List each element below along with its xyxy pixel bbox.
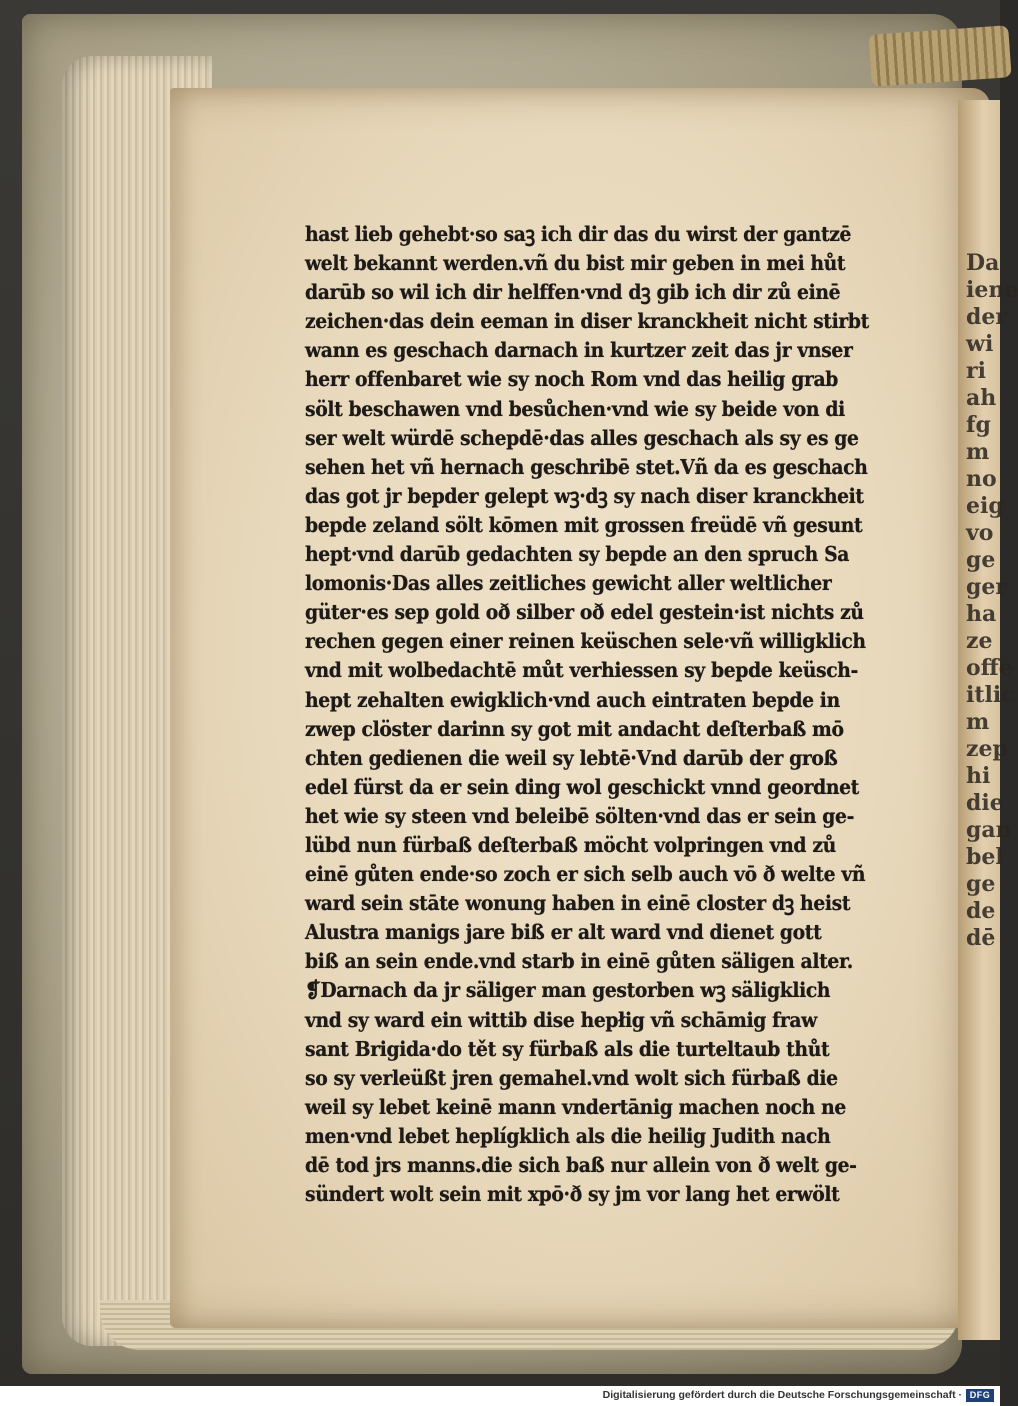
text-line: ser welt würdē schepdē·das alles geschach als sy es ge <box>305 425 859 450</box>
text-line: vnd mit wolbedachtē můt verhiessen sy bepde keüsch- <box>305 658 858 683</box>
binding-tab <box>868 25 1011 87</box>
text-line: das got jr bepder gelept wꝫ·dꝫ sy nach diser kranckheit <box>305 483 864 508</box>
facing-page-fragment: bel <box>966 844 1004 870</box>
facing-page-fragment: zep <box>966 736 1008 762</box>
text-line: sündert wolt sein mit xpō·ð sy jm vor lang het erwölt <box>305 1182 840 1207</box>
facing-page-fragment: fg <box>966 412 991 438</box>
text-line: zeichen·das dein eeman in diser kranckheit nicht stirbt <box>305 309 869 334</box>
text-line: sölt beschawen vnd besůchen·vnd wie sy beide von di <box>305 396 845 421</box>
footer-bar <box>0 1386 1000 1406</box>
text-line: rechen gegen einer reinen keüschen sele·vñ willigklich <box>305 629 866 654</box>
text-line: hast lieb gehebt·so saꝫ ich dir das du wirst der gantzē <box>305 222 852 246</box>
text-line: bepde zeland sölt kōmen mit grossen freüdē vñ gesunt <box>305 512 863 537</box>
text-line: hept·vnd darūb gedachten sy bepde an den spruch Sa <box>305 542 850 567</box>
facing-page-fragment: ge <box>966 871 996 897</box>
text-line: welt bekannt werden.vñ du bist mir geben in mei hůt <box>305 251 846 276</box>
text-line: edel fürst da er sein ding wol geschickt vnnd geordnet <box>305 774 859 799</box>
facing-page-fragment: no <box>966 466 997 492</box>
facing-page-fragment: Da <box>966 250 1000 276</box>
text-line: darūb so wil ich dir helffen·vnd dꝫ gib ich dir zů einē <box>305 280 841 305</box>
text-line: dē tod jrs manns.die sich baß nur allein von ð welt ge- <box>305 1153 857 1177</box>
text-line: chten gedienen die weil sy lebtē·Vnd darūb der groß <box>305 745 838 770</box>
text-line: herr offenbaret wie sy noch Rom vnd das heilig grab <box>305 367 839 392</box>
text-line: ward sein stāte wonung haben in einē closter dꝫ heist <box>305 891 851 916</box>
facing-page-fragment: m <box>966 709 990 735</box>
text-line: Alustra manigs jare biß er alt ward vnd dienet gott <box>305 920 822 945</box>
facing-page-fragment: ha <box>966 601 997 627</box>
text-line: biß an sein ende.vnd starb in einē gůten säligen alter. <box>305 949 853 974</box>
dfg-logo: DFG <box>966 1389 994 1402</box>
text-line: het wie sy steen vnd beleibē sölten·vnd das er sein ge- <box>305 803 855 828</box>
facing-page-fragment: ah <box>966 385 997 411</box>
text-line: ❡Darnach da jr säliger man gestorben wꝫ säligklich <box>305 978 831 1003</box>
facing-page-fragment: iene <box>966 277 1018 303</box>
text-line: lomonis·Das alles zeitliches gewicht aller weltlicher <box>305 571 832 596</box>
text-line: sant Brigida·do tět sy fürbaß als die turteltaub thůt <box>305 1036 830 1061</box>
text-line: lübd nun fürbaß deſterbaß möcht volpringen vnd zů <box>305 832 836 857</box>
facing-page-fragment: de <box>966 898 996 924</box>
facing-page-fragment: ger <box>966 574 1007 600</box>
facing-page-fragment: die <box>966 790 1004 816</box>
facing-page-fragment: eig <box>966 493 1004 519</box>
facing-page-fragment: ri <box>966 358 986 384</box>
text-line: güter·es sep gold oð silber oð edel gestein·ist nichts zů <box>305 600 864 625</box>
facing-page-fragment: dē <box>966 925 996 951</box>
footer-credit: Digitalisierung gefördert durch die Deutsche Forschungsgemeinschaft · <box>602 1389 962 1401</box>
text-line: weil sy lebet keinē mann vndertānig machen noch ne <box>305 1094 846 1119</box>
facing-page-fragment: ze <box>966 628 993 654</box>
facing-page-fragment: vo <box>966 520 994 546</box>
facing-page-fragment: itlic <box>966 682 1015 708</box>
facing-page-fragment: m <box>966 439 990 465</box>
facing-page-fragment: hi <box>966 763 991 789</box>
text-line: hept zehalten ewigklich·vnd auch eintraten bepde in <box>305 687 840 712</box>
facing-page-fragments <box>966 250 1018 952</box>
text-line: so sy verleüßt jren gemahel.vnd wolt sich fürbaß die <box>305 1065 838 1090</box>
facing-page-fragment: wi <box>966 331 994 357</box>
text-line: sehen het vñ hernach geschribē stet.Vñ da es geschach <box>305 454 868 479</box>
facing-page-fragment: ge <box>966 547 996 573</box>
facing-page-fragment: gan <box>966 817 1012 843</box>
text-line: zwep clöster darinn sy got mit andacht deſterbaß mō <box>305 716 844 741</box>
text-line: vnd sy ward ein wittib dise hepłig vñ schāmig fraw <box>305 1007 817 1032</box>
text-line: men·vnd lebet heplígklich als die heilig Judith nach <box>305 1123 831 1148</box>
facing-page-fragment: offe <box>966 655 1013 681</box>
facing-page-edge <box>958 100 1018 1340</box>
facing-page-fragment: der <box>966 304 1007 330</box>
text-line: einē gůten ende·so zoch er sich selb auch vō ð welte vñ <box>305 862 866 887</box>
printed-text-block <box>305 220 915 1209</box>
text-line: wann es geschach darnach in kurtzer zeit das jr vnser <box>305 338 853 363</box>
